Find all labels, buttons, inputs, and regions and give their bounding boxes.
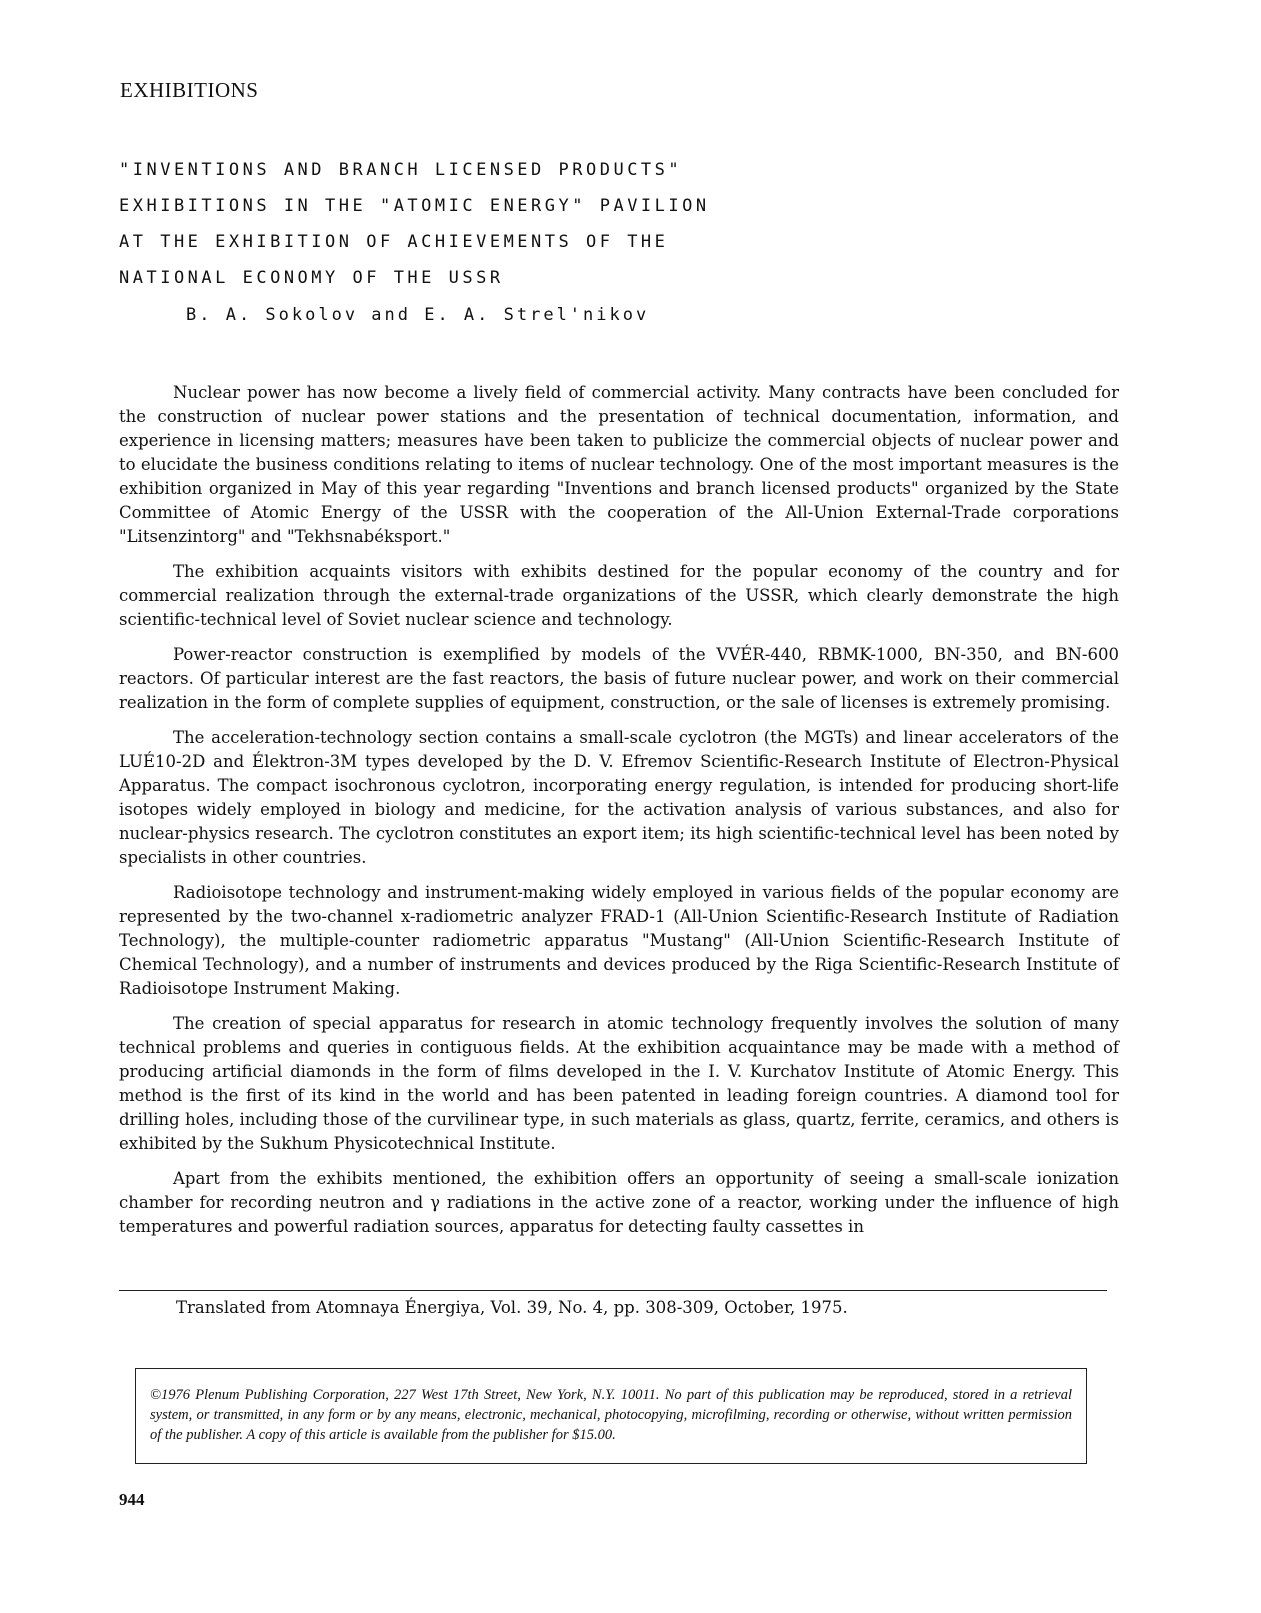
title-line: "INVENTIONS AND BRANCH LICENSED PRODUCTS"	[119, 160, 683, 180]
body-paragraph: Radioisotope technology and instrument-making widely employed in various fields of the popular economy are represented by the two-channel x-radiometric analyzer FRAD-1 (All-Union Scientific-Research Institute of Radiation Technology), the multiple-counter radiometric apparatus "Mustang" (All-Union Scientific-Research Institute of Chemical Technology), and a number of instruments and devices produced by the Riga Scientific-Research Institute of Radioisotope Instrument Making.	[119, 883, 1119, 998]
body-paragraph: Power-reactor construction is exemplified by models of the VVÉR-440, RBMK-1000, BN-350, and BN-600 reactors. Of particular interest are the fast reactors, the basis of future nuclear power, and work on their commercial realization in the form of complete supplies of equipment, construction, or the sale of licenses is extremely promising.	[119, 645, 1119, 712]
body-paragraph: The creation of special apparatus for research in atomic technology frequently involves the solution of many technical problems and queries in contiguous fields. At the exhibition acquaintance may be made with a method of producing artificial diamonds in the form of films developed in the I. V. Kurchatov Institute of Atomic Energy. This method is the first of its kind in the world and has been patented in leading foreign countries. A diamond tool for drilling holes, including those of the curvilinear type, in such materials as glass, quartz, ferrite, ceramics, and others is exhibited by the Sukhum Physicotechnical Institute.	[119, 1014, 1119, 1153]
body-paragraph: The acceleration-technology section contains a small-scale cyclotron (the MGTs) and linear accelerators of the LUÉ10-2D and Élektron-3M types developed by the D. V. Efremov Scientific-Research Institute of Electron-Physical Apparatus. The compact isochronous cyclotron, incorporating energy regulation, is intended for producing short-life isotopes widely employed in biology and medicine, for the activation analysis of various substances, and also for nuclear-physics research. The cyclotron constitutes an export item; its high scientific-technical level has been noted by specialists in other countries.	[119, 728, 1119, 867]
copyright-box	[135, 1368, 1087, 1464]
section-label: EXHIBITIONS	[120, 78, 259, 102]
title-line: EXHIBITIONS IN THE "ATOMIC ENERGY" PAVILION	[119, 196, 710, 216]
title-line: NATIONAL ECONOMY OF THE USSR	[119, 268, 504, 288]
footnote-divider	[119, 1290, 1107, 1291]
body-paragraph: Apart from the exhibits mentioned, the exhibition offers an opportunity of seeing a small-scale ionization chamber for recording neutron and γ radiations in the active zone of a reactor, working under the influence of high temperatures and powerful radiation sources, apparatus for detecting faulty cassettes in	[119, 1169, 1119, 1236]
article-title	[119, 152, 899, 296]
title-line: AT THE EXHIBITION OF ACHIEVEMENTS OF THE	[119, 232, 669, 252]
body-paragraph: The exhibition acquaints visitors with exhibits destined for the popular economy of the country and for commercial realization through the external-trade organizations of the USSR, which clearly demonstrate the high scientific-technical level of Soviet nuclear science and technology.	[119, 562, 1119, 629]
article-body	[119, 381, 1119, 1250]
translation-source-note: Translated from Atomnaya Énergiya, Vol. 39, No. 4, pp. 308-309, October, 1975.	[176, 1298, 848, 1317]
copyright-notice: ©1976 Plenum Publishing Corporation, 227 West 17th Street, New York, N.Y. 10011. No part of this publication may be reproduced, stored in a retrieval system, or transmitted, in any form or by any means, electronic, mechanical, photocopying, microfilming, recording or otherwise, without written permission of the publisher. A copy of this article is available from the publisher for $15.00.	[150, 1387, 1072, 1443]
authors: B. A. Sokolov and E. A. Strel'nikov	[186, 305, 650, 325]
page-number: 944	[119, 1490, 145, 1509]
body-paragraph: Nuclear power has now become a lively field of commercial activity. Many contracts have been concluded for the construction of nuclear power stations and the presentation of technical documentation, information, and experience in licensing matters; measures have been taken to publicize the commercial objects of nuclear power and to elucidate the business conditions relating to items of nuclear technology. One of the most important measures is the exhibition organized in May of this year regarding "Inventions and branch licensed products" organized by the State Committee of Atomic Energy of the USSR with the cooperation of the All-Union External-Trade corporations "Litsenzintorg" and "Tekhsnabéksport."	[119, 383, 1119, 546]
